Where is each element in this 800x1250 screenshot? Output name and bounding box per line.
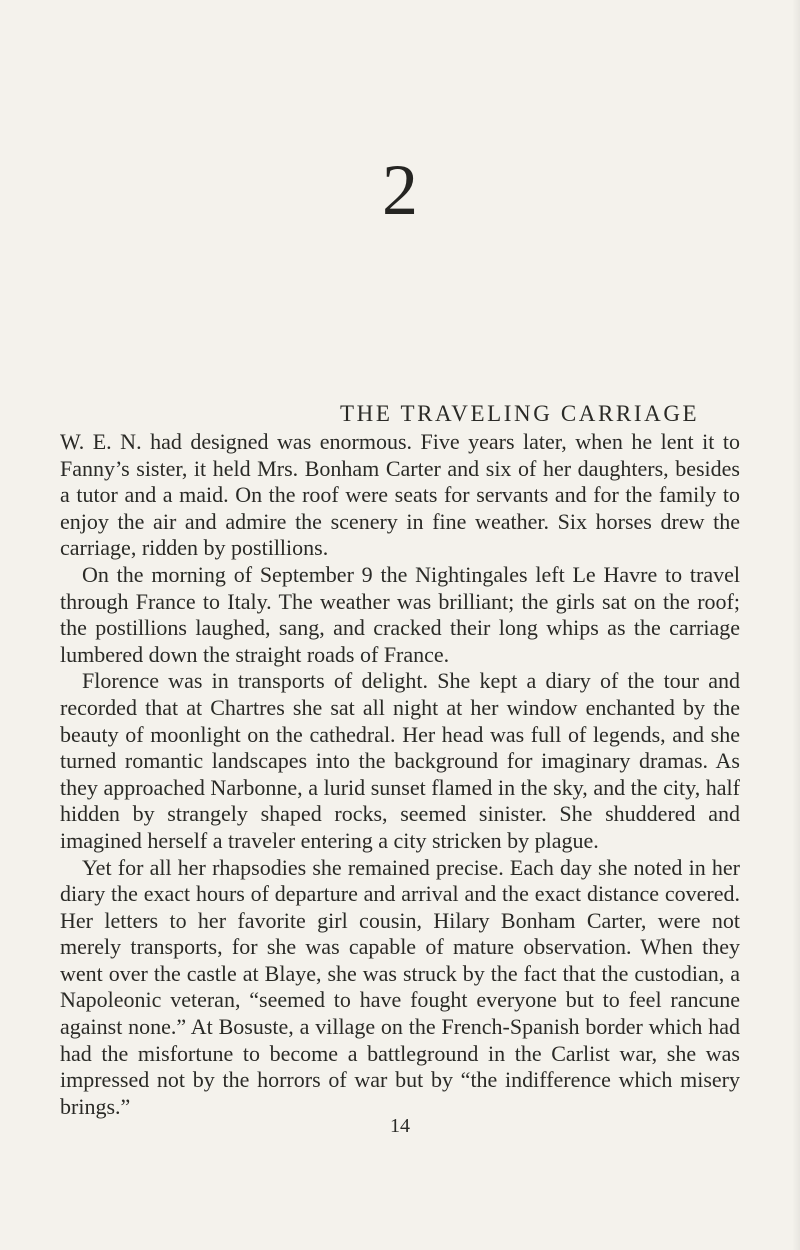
paragraph: W. E. N. had designed was enormous. Five years later, when he lent it to Fanny’s sister, it held Mrs. Bonham Carter and six of her daughters, besides a tutor and a maid. On the roof were seats for servants and for the family to enjoy the air and admire the scenery in fine weather. Six horses drew the carriage, ridden by postillions. — [60, 429, 740, 561]
paragraph: Yet for all her rhapsodies she remained precise. Each day she noted in her diary the exact hours of departure and arrival and the exact distance covered. Her letters to her favorite girl cousin, Hilary Bonham Carter, were not merely transports, for she was capable of mature observation. When they went over the castle at Blaye, she was struck by the fact that the custodian, a Napoleonic veteran, “seemed to have fought everyone but to feel rancune against none.” At Bosuste, a village on the French-Spanish border which had had the misfortune to become a battleground in the Carlist war, she was impressed not by the horrors of war but by “the indifference which misery brings.” — [60, 854, 740, 1119]
page-edge-shadow — [792, 0, 800, 1250]
paragraph: Florence was in transports of delight. She kept a diary of the tour and recorded that at Chartres she sat all night at her window enchanted by the beauty of moonlight on the cathedral. Her head was full of legends, and she turned romantic landscapes into the background for imaginary dramas. As they approached Narbonne, a lurid sunset flamed in the sky, and the city, half hidden by strangely shaped rocks, seemed sinister. She shuddered and imagined herself a traveler entering a city stricken by plague. — [60, 668, 740, 853]
chapter-title: THE TRAVELING CARRIAGE — [340, 401, 700, 426]
chapter-number: 2 — [382, 150, 418, 230]
body-text — [60, 429, 740, 1120]
page-number: 14 — [390, 1115, 410, 1137]
paragraph: On the morning of September 9 the Nightingales left Le Havre to travel through France to Italy. The weather was brilliant; the girls sat on the roof; the postillions laughed, sang, and cracked their long whips as the carriage lumbered down the straight roads of France. — [60, 561, 740, 667]
